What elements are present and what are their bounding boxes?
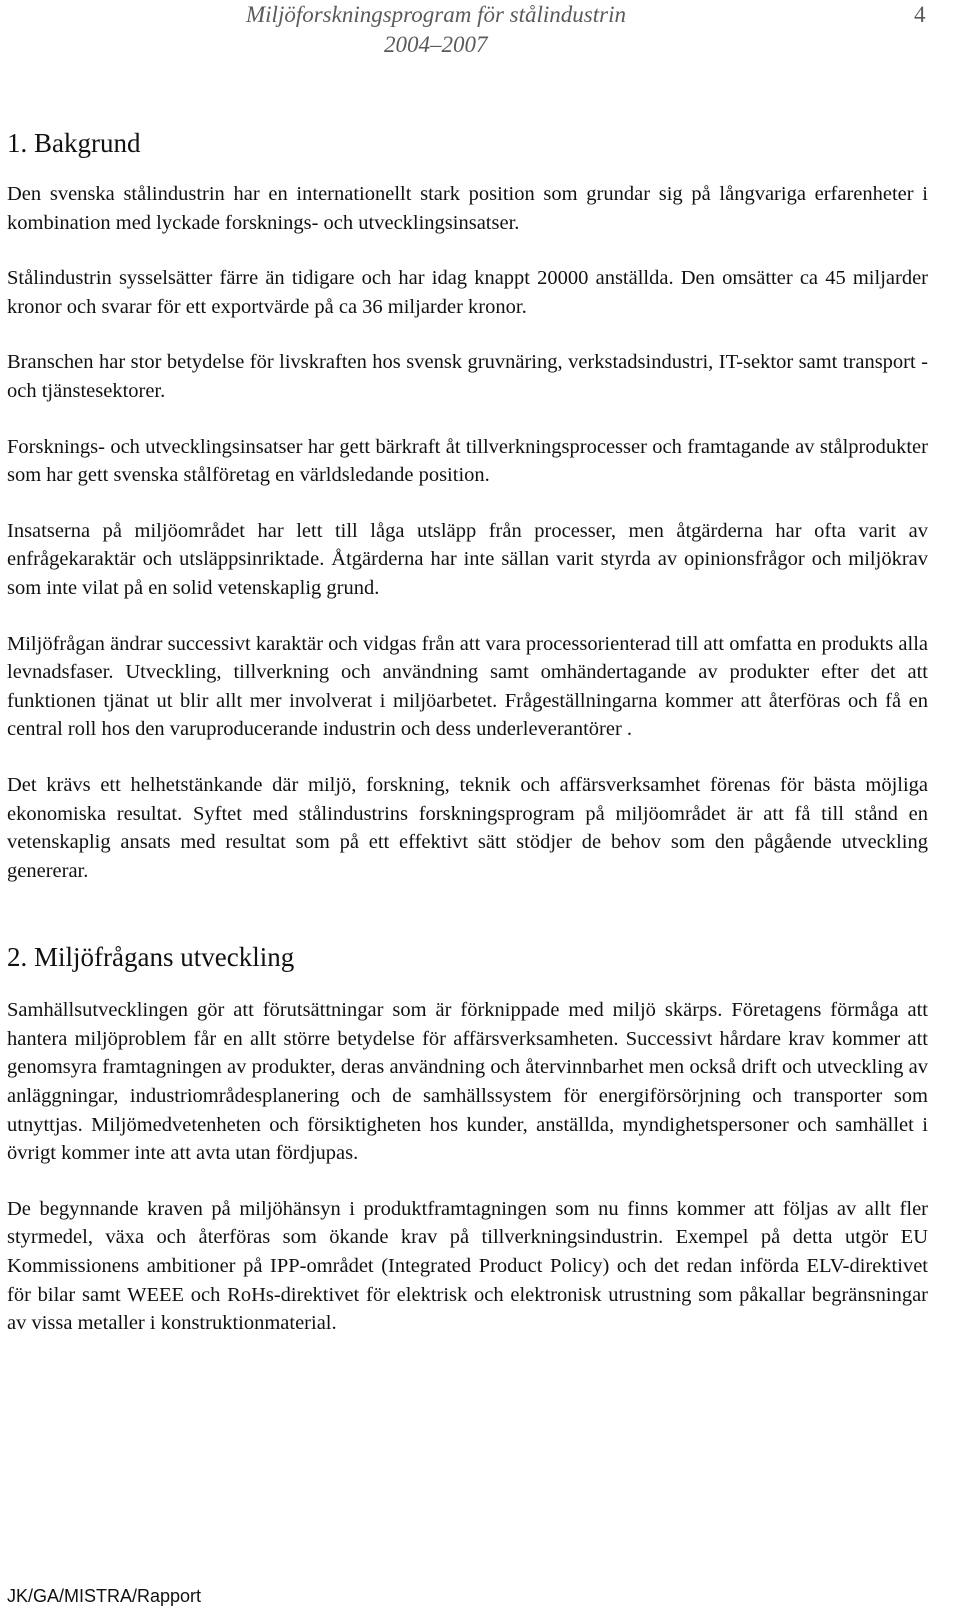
- paragraph: Stålindustrin sysselsätter färre än tidigare och har idag knappt 20000 anställda. Den omsätter ca 45 miljarder kronor och svarar för ett exportvärde på ca 36 miljarder kronor.: [7, 267, 928, 318]
- paragraph: Miljöfrågan ändrar successivt karaktär och vidgas från att vara processorienterad till att omfatta en produkts alla levnadsfaser. Utveckling, tillverkning och användning samt omhändertagande av produkter efter det att funktionen tjänat ut blir allt mer involverat i miljöarbetet. Frågeställningarna kommer att återföras och få en central roll hos den varuproducerande industrin och dess underleverantörer .: [7, 632, 928, 741]
- paragraph: Forsknings- och utvecklingsinsatser har gett bärkraft åt tillverkningsprocesser och framtagande av stålprodukter som har gett svenska stålföretag en världsledande position.: [7, 435, 928, 487]
- paragraph: Samhällsutvecklingen gör att förutsättningar som är förknippade med miljö skärps. Företagens förmåga att hantera miljöproblem får en allt större betydelse för affärsverksamheten. Successivt hårdare krav kommer att genomsyra framtagningen av produkter, deras användning och återvinnbarhet men också drift och utveckling av anläggningar, industriområdesplanering och de samhällssystem för energiförsörjning och transporter som utnyttjas. Miljömedvetenheten och försiktigheten hos kunder, anställda, myndighetspersoner och samhället i övrigt kommer inte att avta utan fördjupas.: [7, 999, 928, 1165]
- paragraph: Branschen har stor betydelse för livskraften hos svensk gruvnäring, verkstadsindustri, IT-sektor samt transport -och tjänstesektorer.: [7, 351, 928, 402]
- running-header-title: Miljöforskningsprogram för stålindustrin: [246, 2, 626, 27]
- section-heading-miljofragans-utveckling: 2. Miljöfrågans utveckling: [7, 942, 295, 973]
- paragraph: Insatserna på miljöområdet har lett till låga utsläpp från processer, men åtgärderna har ofta varit av enfrågekaraktär och utsläppsinriktade. Åtgärderna har inte sällan varit styrda av opinionsfrågor och miljökrav som inte vilat på en solid vetenskaplig grund.: [7, 519, 928, 599]
- document-body: [7, 126, 928, 1338]
- page-number: 4: [914, 2, 926, 27]
- paragraph: Det krävs ett helhetstänkande där miljö, forskning, teknik och affärsverksamhet förenas för bästa möjliga ekonomiska resultat. Syftet med stålindustrins forskningsprogram på miljöområdet är att få till stånd en vetenskaplig ansats med resultat som på ett effektivt sätt stödjer de behov som den pågående utveckling genererar.: [7, 773, 928, 882]
- paragraph: Den svenska stålindustrin har en internationellt stark position som grundar sig på långvariga erfarenheter i kombination med lyckade forsknings- och utvecklingsinsatser.: [7, 183, 928, 234]
- footer-reference: JK/GA/MISTRA/Rapport: [7, 1586, 202, 1606]
- paragraph: De begynnande kraven på miljöhänsyn i produktframtagningen som nu finns kommer att följas av allt fler styrmedel, växa och återföras som ökande krav på tillverkningsindustrin. Exempel på detta utgör EU Kommissionens ambitioner på IPP-området (Integrated Product Policy) och det redan införda ELV-direktivet för bilar samt WEEE och RoHs-direktivet för elektrisk och elektronisk utrustning som påkallar begränsningar av vissa metaller i konstruktionmaterial.: [7, 1197, 928, 1335]
- section-heading-bakgrund: 1. Bakgrund: [7, 128, 141, 158]
- running-header-years: 2004–2007: [384, 32, 488, 57]
